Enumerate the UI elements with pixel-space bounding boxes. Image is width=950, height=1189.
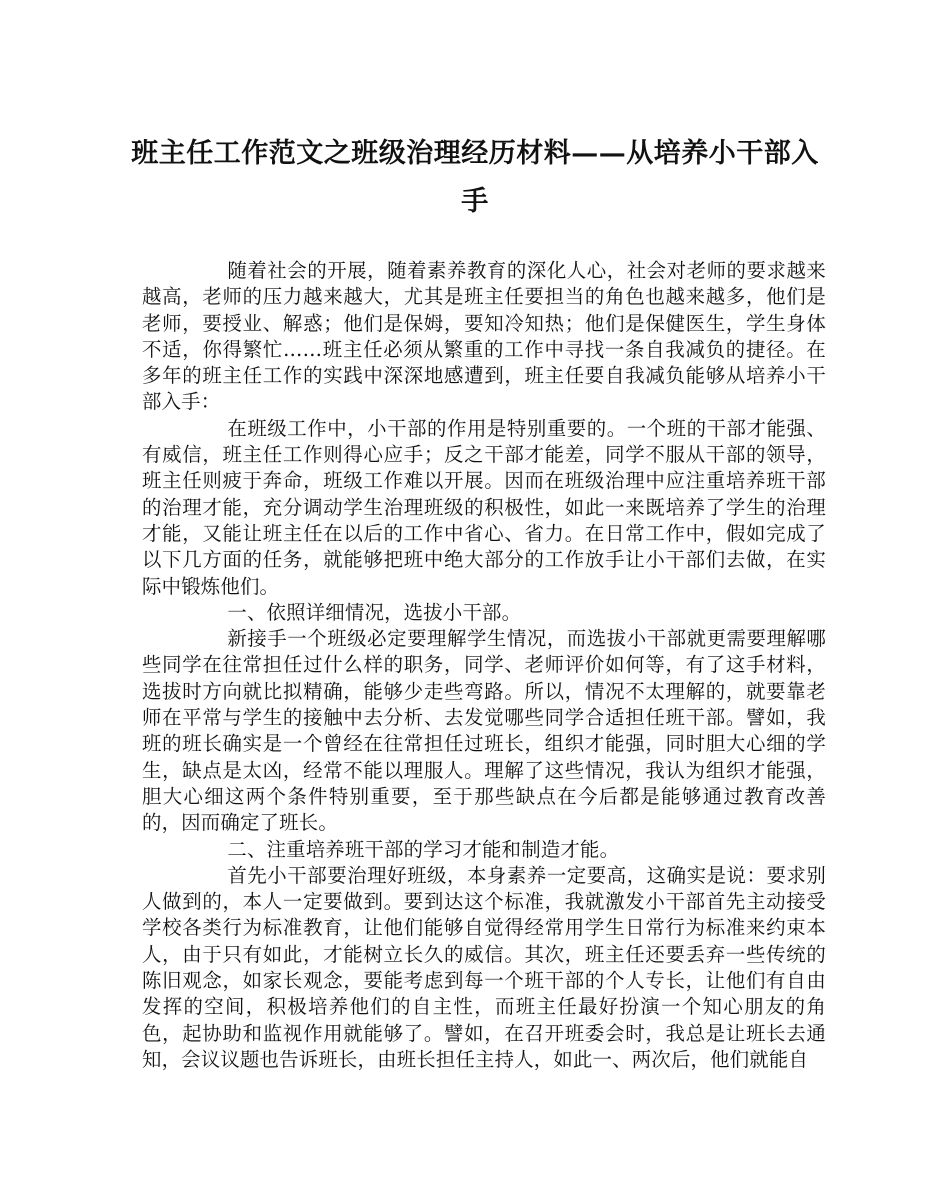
section-heading-1: 一、依照详细情况，选拔小干部。: [227, 600, 522, 624]
paragraph-training: 首先小干部要治理好班级，本身素养一定要高，这确实是说：要求别人做到的，本人一定要做到。要到达这个标准，我就激发小干部首先主动接受学校各类行为标准教育，让他们能够自觉得经常用学生日常行为标准来约束本人，由于只有如此，才能树立长久的威信。其次，班主任还要丢弃一些传统的陈旧观念，如家长观念，要能考虑到每一个班干部的个人专长，让他们有自由发挥的空间，积极培养他们的自主性，而班主任最好扮演一个知心朋友的角色，起协助和监视作用就能够了。譬如，在召开班委会时，我总是让班长去通知，会议议题也告诉班长，由班长担任主持人，如此一、两次后，他们就能自: [142, 863, 826, 1071]
document-title: 班主任工作范文之班级治理经历材料——从培养小干部入手: [131, 138, 819, 217]
paragraph-intro: 随着社会的开展，随着素养教育的深化人心，社会对老师的要求越来越高，老师的压力越来越大，尤其是班主任要担当的角色也越来越多，他们是老师，要授业、解惑；他们是保姆，要知冷知热；他们是保健医生，学生身体不适，你得繁忙……班主任必须从繁重的工作中寻找一条自我减负的捷径。在多年的班主任工作的实践中深深地感遭到，班主任要自我减负能够从培养小干部入手：: [142, 259, 826, 414]
document-body: [142, 258, 826, 1073]
paragraph-role-of-cadres: 在班级工作中，小干部的作用是特别重要的。一个班的干部才能强、有威信，班主任工作则得心应手；反之干部才能差，同学不服从干部的领导，班主任则疲于奔命，班级工作难以开展。因而在班级治理中应注重培养班干部的治理才能，充分调动学生治理班级的积极性，如此一来既培养了学生的治理才能，又能让班主任在以后的工作中省心、省力。在日常工作中，假如完成了以下几方面的任务，就能够把班中绝大部分的工作放手让小干部们去做，在实际中锻炼他们。: [142, 416, 826, 598]
section-heading-2: 二、注重培养班干部的学习才能和制造才能。: [227, 837, 620, 861]
paragraph-selection: 新接手一个班级必定要理解学生情况，而选拔小干部就更需要理解哪些同学在往常担任过什么样的职务，同学、老师评价如何等，有了这手材料，选拔时方向就比拟精确，能够少走些弯路。所以，情况不太理解的，就要靠老师在平常与学生的接触中去分析、去发觉哪些同学合适担任班干部。譬如，我班的班长确实是一个曾经在往常担任过班长，组织才能强，同时胆大心细的学生，缺点是太凶，经常不能以理服人。理解了这些情况，我认为组织才能强，胆大心细这两个条件特别重要，至于那些缺点在今后都是能够通过教育改善的，因而确定了班长。: [142, 627, 826, 835]
